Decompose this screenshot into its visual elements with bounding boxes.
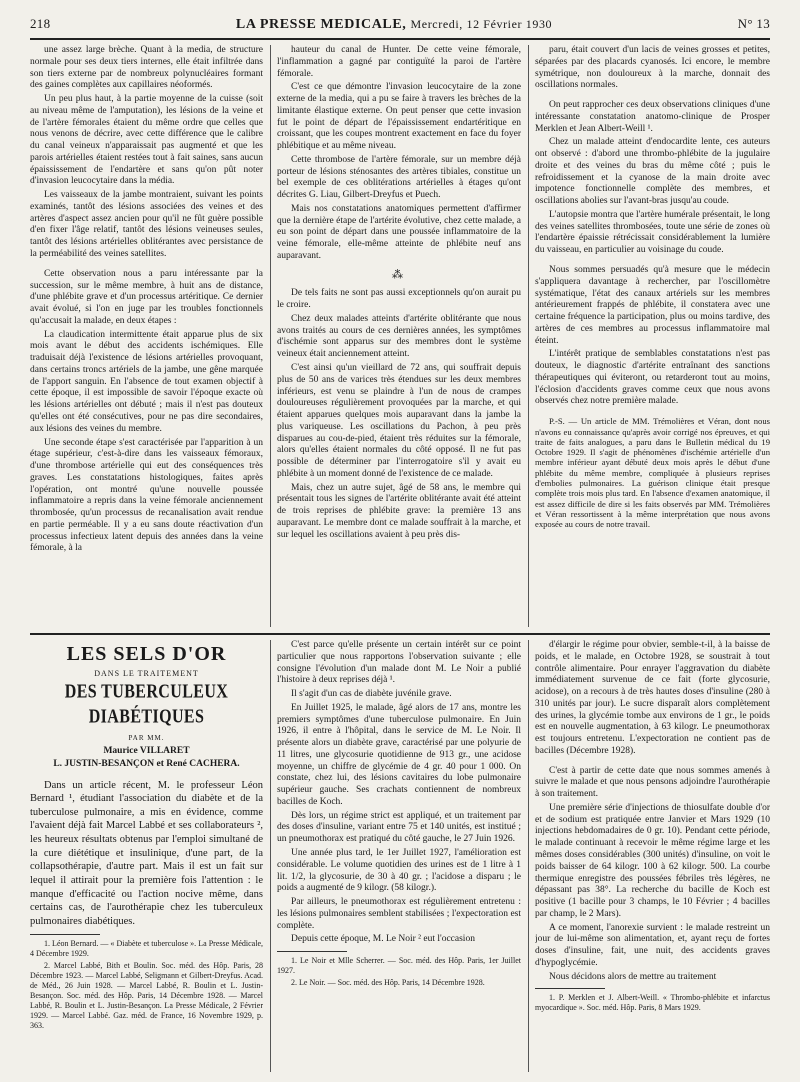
top-column-1	[30, 45, 263, 627]
paragraph: Chez un malade atteint d'endocardite lente, ces auteurs ont observé : d'abord une thrombo-phlébite de la jugulaire droite et des veines du bras du même côté ; puis le refroidissement et la cyanose de la main droite avec impotence fonctionnelle complète des membres, et oscillations abolies sur l'avant-bras jusqu'au coude.	[535, 137, 770, 207]
paragraph: Une seconde étape s'est caractérisée par l'apparition à un étage supérieur, c'est-à-dire dans les vaisseaux fémoraux, d'une thrombose artérielle qui eut des conséquences très graves. Les constatations histologiques, faites après l'opération, ont montré qu'une nouvelle poussée inflammatoire a repris dans la veine fémorale anciennement thrombosée, qu'un processus de recanalisation avait rendue en partie perméable. Il y a eu sans doute réactivation d'un processus infectieux latent depuis des années dans la veine fémorale, à la	[30, 437, 263, 554]
author-2: L. JUSTIN-BESANÇON et René CACHERA.	[53, 758, 240, 769]
article-intro: Dans un article récent, M. le professeur Léon Bernard ¹, étudiant l'association du diabète et de la tuberculose pulmonaire, a mis en évidence, comme l'avaient déjà fait Marcel Labbé et ses collaborateurs ², les heureux résultats obtenus par l'emploi simultané de la cure diététique et insulinique, d'une part, de la collapsothérapie, d'autre part. Mais il est un fait sur lequel il attirait pour la première fois l'attention : le manque d'efficacité ou l'action nocive même, dans certains cas, de l'aurothérapie chez les tuberculeux pulmonaires diabétiques.	[30, 779, 263, 927]
paragraph: Cette thrombose de l'artère fémorale, sur un membre déjà porteur de lésions sténosantes des artères tibiales, constitue un bel exemple de ces oblitérations artérielles à étages qu'ont décrites G. Liau, Gilbert-Dreyfus et Puech.	[277, 154, 521, 201]
paragraph: En Juillet 1925, le malade, âgé alors de 17 ans, montre les premiers symptômes d'une tuberculose pulmonaire. En Juin 1926, il entre à l'hôpital, dans le service de M. Le Noir. Il présente alors un diabète grave, caractérisé par une polyurie de 11 litres, une glycosurie quotidienne de 913 gr., une acidose moyenne, un chiffre de glycémie de 4 gr. 40 pour 1 000. On constate, chez lui, des lésions cavitaires du lobe pulmonaire supérieur gauche. Ses crachats contiennent de nombreux bacilles de Koch.	[277, 702, 521, 807]
paragraph: C'est ainsi qu'un vieillard de 72 ans, qui souffrait depuis plus de 50 ans de varices très étendues sur les deux membres inférieurs, est venu se plaindre à l'un de nous de crampes douloureuses régulièrement provoquées par la marche, et qui étaient apparues quelques mois auparavant dans la jambe la plus variqueuse. Les oscillations du Pachon, à peu près disparues au cou-de-pied, étaient très réduites sur la fémorale, alors qu'elles étaient normales du côté opposé. Il ne fut pas possible de déterminer par l'interrogatoire s'il y avait eu phlébite à un moment donné de l'existence de ce malade.	[277, 363, 521, 479]
footnote: 2. Le Noir. — Soc. méd. des Hôp. Paris, 14 Décembre 1928.	[291, 978, 485, 988]
paragraph: C'est parce qu'elle présente un certain intérêt sur ce point particulier que nous rapportons l'observation suivante ; elle consigne l'évolution d'un malade dont M. Le Noir a publié l'histoire à deux reprises déjà ¹.	[277, 640, 521, 686]
page-number: 218	[30, 16, 51, 31]
paragraph: De tels faits ne sont pas aussi exceptionnels qu'on aurait pu le croire.	[277, 288, 521, 311]
top-column-2	[277, 45, 521, 627]
top-column-3	[535, 45, 770, 627]
article-title-2: DES TUBERCULEUX DIABÉTIQUES	[64, 680, 229, 728]
byline-par: PAR MM.	[128, 734, 165, 743]
paragraph: A ce moment, l'anorexie survient : le malade restreint un jour de lui-même son alimentation, et, ayant reçu de fortes doses d'insuline, fait, une nuit, des accidents graves d'hypoglycémie.	[535, 922, 770, 968]
section-separator: ⁂	[392, 268, 406, 281]
column-divider	[528, 640, 529, 1072]
paragraph: C'est à partir de cette date que nous sommes amenés à suivre le malade et que nous pensons adjoindre l'aurothérapie à son traitement.	[535, 765, 770, 800]
article-column-1	[30, 640, 263, 1072]
column-divider	[270, 640, 271, 1072]
column-divider	[270, 45, 271, 627]
paragraph: Mais, chez un autre sujet, âgé de 58 ans, le membre qui présentait tous les signes de l'artérite oblitérante avait été atteint de trois reprises de phlébite grave: la première 13 ans auparavant. Le membre dont ce malade souffrait à la marche, et sur lequel les oscillations avaient à peu près dis-	[277, 482, 521, 540]
journal-title: LA PRESSE MEDICALE, Mercredi, 12 Février 1930	[235, 17, 553, 32]
section-rule	[30, 633, 770, 635]
footnote: 2. Marcel Labbé, Bith et Boulin. Soc. méd. des Hôp. Paris, 28 Décembre 1923. — Marcel Labbé, Seligmann et Gilbert-Dreyfus. Acad. de Méd., 26 Juin 1928. — Marcel Labbé, R. Boulin et L. Justin-Besançon. Soc. méd. des Hôp. Paris, 14 Décembre 1928. — Marcel Labbé, R. Boulin et L. Justin-Besançon. La Presse Médicale, 2 Février 1929. — Marcel Labbé. Gaz. méd. de France, 16 Novembre 1929, p. 363.	[30, 960, 263, 1030]
paragraph: Nous sommes persuadés qu'à mesure que le médecin s'appliquera davantage à rechercher, par l'oscillomètre systématique, l'état des canaux artériels sur les membres antérieurement frappés de phlébite, il constatera avec une certaine fréquence la participation, plus ou moins tardive, des artères de ces membres au processus inflammatoire mal éteint.	[535, 265, 770, 346]
paragraph: paru, était couvert d'un lacis de veines grosses et petites, séparées par des placards cyanosés. Ici encore, le membre symétrique, non douloureux à la marche, donnait des oscillations normales.	[535, 45, 770, 91]
paragraph: Dès lors, un régime strict est appliqué, et un traitement par des doses d'insuline, variant entre 75 et 140 unités, est institué ; un pneumothorax est pratiqué du côté gauche, le 27 Juin 1926.	[277, 810, 521, 845]
paragraph: P.-S. — Un article de MM. Trémolières et Véran, dont nous n'avons eu connaissance qu'après avoir corrigé nos épreuves, et qui traite de faits analogues, a paru dans le Bulletin médical du 19 Octobre 1929. Il s'agit de phénomènes d'ischémie artérielle d'un membre inférieur ayant débuté deux mois après le début d'une phlébite du même membre, compliquée à plusieurs reprises d'embolies pulmonaires. La guérison clinique était presque complète trois mois plus tard. En l'absence d'examen anatomique, il est assez difficile de dire si les faits observés par MM. Trémolières et Véran ressortissent à la même interprétation que nous avons exposée au cours de notre travail.	[535, 416, 770, 530]
paragraph: L'autopsie montra que l'artère humérale présentait, le long des veines satellites thrombosées, toute une série de zones où l'endartère épaissie rétrécissait considérablement la lumière du vaisseau, en particulier au voisinage du coude.	[535, 209, 770, 256]
paragraph: Cette observation nous a paru intéressante par la succession, sur le même membre, à huit ans de distance, d'une phlébite grave et d'un processus artéritique. Ce dernier avait évolué, si l'on en juge par les troubles fonctionnels qu'accusait la malade, en deux étapes :	[30, 268, 263, 326]
paragraph: Chez deux malades atteints d'artérite oblitérante que nous avons traités au cours de ces dernières années, les symptômes d'ischémie sont apparus sur des membres dont le système veineux était anciennement atteint.	[277, 313, 521, 360]
footnote: 1. Léon Bernard. — « Diabète et tuberculose ». La Presse Médicale, 4 Décembre 1929.	[30, 938, 263, 958]
paragraph: Par ailleurs, le pneumothorax est régulièrement entretenu : les lésions pulmonaires semblent stabilisées ; l'expectoration est complète.	[277, 897, 521, 931]
paragraph: C'est ce que démontre l'invasion leucocytaire de la zone externe de la media, qui a pu se faire à travers les brèches de la limitante élastique externe. On peut penser que cette invasion fut le point de départ de l'épaississement endartéritique en croissant, que les coupes montrent exactement en face du foyer phlébitique et au même niveau.	[277, 82, 521, 152]
paragraph: Il s'agit d'un cas de diabète juvénile grave.	[291, 689, 452, 700]
paragraph: Une année plus tard, le 1er Juillet 1927, l'amélioration est considérable. Le volume quotidien des urines est de 1 litre à 1 lit. 1/2, la glycosurie, de 30 à 40 gr. ; l'acidose a disparu ; le poids a augmenté de 9 kilogr. (58 kilogr.).	[277, 848, 521, 894]
paragraph: L'intérêt pratique de semblables constatations n'est pas douteux, le diagnostic d'artérite entraînant des sanctions thérapeutiques qui éviteront, ou retarderont tout au moins, l'éclosion d'accidents graves comme ceux que nous avons observés chez notre première malade.	[535, 349, 770, 407]
article-column-2	[277, 640, 521, 1072]
paragraph: La claudication intermittente était apparue plus de six mois avant le début des accidents ischémiques. Elle traduisait déjà l'existence de lésions artérielles provoquant, dans certains troncs artériels de la jambe, une gêne marquée de l'apport sanguin. En l'absence de tout examen objectif à cette époque, il est impossible de savoir l'époque exacte où les lésions artérielles ont débuté ; mais il n'est pas douteux qu'elles ont été consécutives, pour ne pas dire secondaires, aux lésions des veines du membre.	[30, 329, 263, 434]
author-1: Maurice VILLARET	[103, 746, 190, 757]
paragraph: hauteur du canal de Hunter. De cette veine fémorale, l'inflammation a gagné par contiguïté la paroi de l'artère fémorale.	[277, 45, 521, 79]
article-column-3	[535, 640, 770, 1072]
article-subtitle: DANS LE TRAITEMENT	[94, 668, 199, 678]
footnote-rule	[30, 934, 100, 935]
paragraph: Une première série d'injections de thiosulfate double d'or et de sodium est pratiquée entre Janvier et Mars 1929 (10 injections hebdomadaires de 0 gr. 10). Pendant cette période, le malade continuant à recevoir le même régime large et les mêmes doses considérables (300 unités) d'insuline, on voit le poids baisser de 64 kilogr. 100 à 62 kilogr. 500. La courbe thermique enregistre des poussées fébriles très légères, ne dépassant pas 38°. La recherche du bacille de Koch est positive (1 bacille pour 3 champs, le 10 Février ; 4 bacilles par champ, le 2 Mars).	[535, 802, 770, 919]
footnote: 1. P. Merklen et J. Albert-Weill. « Thrombo-phlébite et infarctus myocardique ». Soc. méd. Hôp. Paris, 8 Mars 1929.	[535, 993, 770, 1013]
paragraph: d'élargir le régime pour obvier, semble-t-il, à la baisse de poids, et le malade, en Octobre 1928, se soustrait à tout contrôle alimentaire. Pour enrayer l'aggravation du diabète immédiatement survenue de ce fait (forte glycosurie, acidose), on a recours à de très hautes doses d'insuline (280 à 310 unités par jour). Le sucre disparaît alors complètement des urines, la glycémie tombe aux environs de 1 gr., le poids est en nouvelle augmentation, à 63 kilogr. Le pneumothorax est toujours entretenu. L'expectoration ne contient pas de bacilles (Décembre 1928).	[535, 640, 770, 756]
footnote-rule	[535, 988, 605, 989]
paragraph: une assez large brèche. Quant à la media, de structure normale pour ses deux tiers internes, elle était infiltrée dans son tiers externe par de nombreux polynucléaires formant des gaines complètes aux capillaires néoformés.	[30, 45, 263, 91]
running-header	[30, 16, 770, 36]
paragraph: Un peu plus haut, à la partie moyenne de la cuisse (soit au niveau même de l'amputation), les lésions de la veine et de l'artère fémorales étaient du même ordre que celles que nous venons de décrire, avec cette différence que le calibre du canal veineux n'apparaissait pas augmenté et que les parois artérielles étaient restées tout à fait saines, sans aucun épaississement de l'endartère et sans qu'on pût noter d'invasion leucocytaire dans la média.	[30, 94, 263, 187]
paragraph: Mais nos constatations anatomiques permettent d'affirmer que la dernière étape de l'artérite évolutive, chez cette malade, a eu son point de départ dans une poussée inflammatoire de la veine fémorale, elle-même atteinte de phlébite neuf ans auparavant.	[277, 203, 521, 262]
issue-date: Mercredi, 12 Février 1930	[410, 17, 553, 31]
header-rule	[30, 38, 770, 40]
column-divider	[528, 45, 529, 627]
paragraph: Nous décidons alors de mettre au traitement	[549, 971, 717, 982]
issue-number: N° 13	[737, 16, 770, 31]
paragraph: Les vaisseaux de la jambe montraient, suivant les points examinés, tantôt des lésions associées des veines et des artères d'aspect assez ancien pour qu'il ne fût guère possible d'en fixer l'âge relatif, tantôt des lésions veineuses seules, tantôt des lésions artérielles oblitérantes avec persistance de la perméabilité des veines satellites.	[30, 190, 263, 260]
article-title: LES SELS D'OR	[66, 643, 227, 665]
paragraph: On peut rapprocher ces deux observations cliniques d'une intéressante constatation anatomo-clinique de Prosper Merklen et Jean Albert-Weill ¹.	[535, 100, 770, 134]
paragraph: Depuis cette époque, M. Le Noir ² eut l'occasion	[291, 934, 475, 945]
footnote: 1. Le Noir et Mlle Scherrer. — Soc. méd. des Hôp. Paris, 1er Juillet 1927.	[277, 956, 521, 976]
footnote-rule	[277, 951, 347, 952]
